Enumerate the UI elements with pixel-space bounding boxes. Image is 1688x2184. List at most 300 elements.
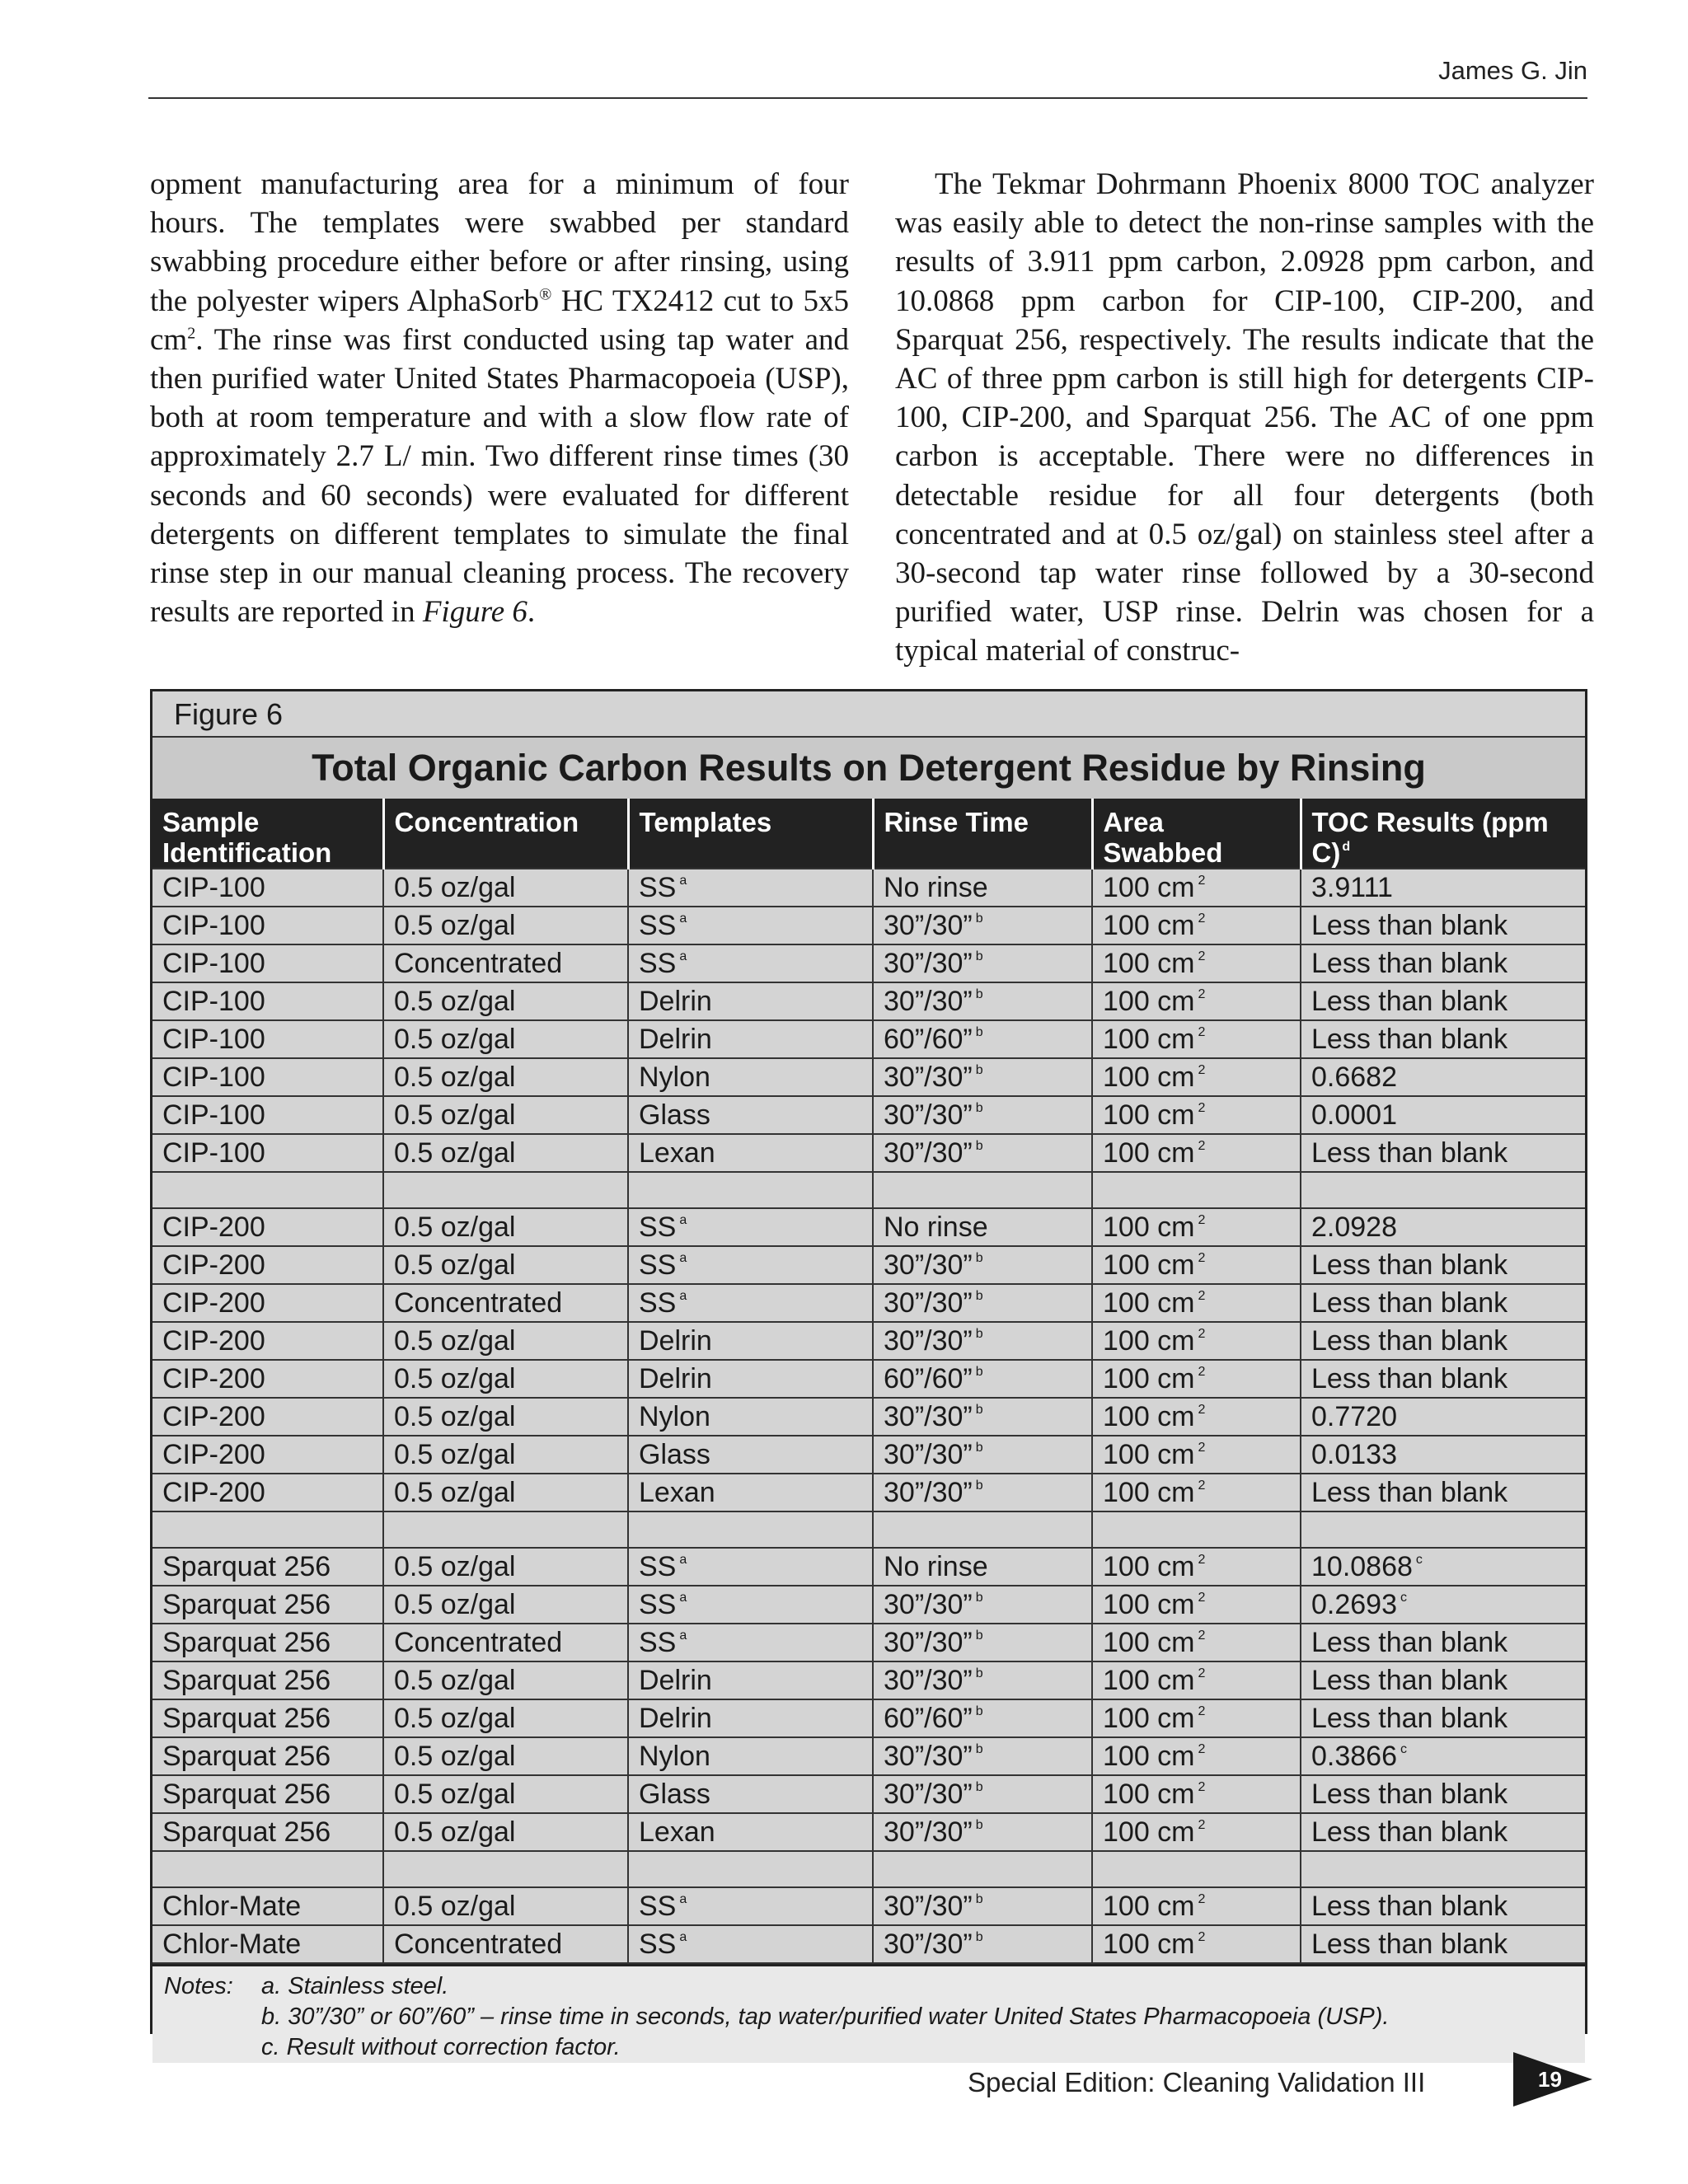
cell-sample-id (152, 1322, 383, 1360)
cell-text: Less than blank (1311, 1363, 1508, 1394)
table-row (152, 1058, 1585, 1096)
left-paragraph (150, 165, 849, 631)
cell-text: 100 cm (1103, 1929, 1195, 1960)
cell-toc-result (1301, 1661, 1585, 1699)
cell-concentration (383, 1020, 628, 1058)
cell-sample-id (152, 1246, 383, 1284)
cell-concentration (383, 1775, 628, 1813)
cell-template (628, 1284, 873, 1322)
cell-text: 10.0868 (1311, 1551, 1413, 1582)
cell-template (628, 1511, 873, 1548)
cell-text: 0.5 oz/gal (394, 910, 516, 941)
cell-toc-result (1301, 1246, 1585, 1284)
cell-superscript: b (975, 1930, 983, 1944)
cell-text: 100 cm (1103, 1551, 1195, 1582)
cell-area-swabbed (1092, 1284, 1301, 1322)
table-row (152, 869, 1585, 907)
cell-rinse-time (873, 1436, 1092, 1474)
cell-text: 30”/30” (884, 986, 973, 1017)
cell-sample-id (152, 1511, 383, 1548)
cell-toc-result (1301, 1096, 1585, 1134)
cell-text: 0.5 oz/gal (394, 986, 516, 1017)
cell-toc-result (1301, 982, 1585, 1020)
cell-toc-result (1301, 1058, 1585, 1096)
cell-text: 100 cm (1103, 1287, 1195, 1319)
cell-superscript: b (975, 949, 983, 963)
cell-superscript: a (679, 949, 687, 963)
cell-text: CIP-100 (162, 1062, 265, 1093)
cell-area-swabbed (1092, 1548, 1301, 1586)
cell-toc-result (1301, 1436, 1585, 1474)
cell-text: SS (639, 1627, 677, 1658)
cell-text: 0.5 oz/gal (394, 1477, 516, 1508)
cell-text: 0.5 oz/gal (394, 1363, 516, 1394)
cell-superscript: b (975, 1025, 983, 1039)
cell-concentration (383, 1246, 628, 1284)
cell-template (628, 1775, 873, 1813)
cell-text: 30”/30” (884, 910, 973, 941)
cell-superscript: b (975, 1101, 983, 1115)
cell-toc-result (1301, 1172, 1585, 1208)
toc-results-table (152, 799, 1585, 1964)
cell-text: 60”/60” (884, 1703, 973, 1734)
cell-superscript: 2 (1198, 1818, 1206, 1832)
cell-template (628, 1925, 873, 1963)
table-header-row (152, 799, 1585, 869)
cell-area-swabbed (1092, 1624, 1301, 1661)
cell-text: Less than blank (1311, 1477, 1508, 1508)
cell-rinse-time (873, 1586, 1092, 1624)
cell-concentration (383, 1925, 628, 1963)
cell-concentration (383, 1436, 628, 1474)
cell-text: 0.5 oz/gal (394, 1024, 516, 1055)
running-header-author: James G. Jin (1438, 56, 1587, 85)
cell-text: Less than blank (1311, 1024, 1508, 1055)
cell-text: 100 cm (1103, 1589, 1195, 1620)
cell-template (628, 1020, 873, 1058)
table-row (152, 1284, 1585, 1322)
cell-concentration (383, 1360, 628, 1398)
cell-rinse-time (873, 1058, 1092, 1096)
cell-superscript: c (1415, 1553, 1423, 1567)
cell-rinse-time (873, 1699, 1092, 1737)
table-row (152, 1322, 1585, 1360)
cell-text: Delrin (639, 1363, 712, 1394)
cell-superscript: b (975, 1704, 983, 1718)
cell-superscript: 2 (1198, 874, 1206, 888)
cell-concentration (383, 1737, 628, 1775)
cell-text: 0.5 oz/gal (394, 1665, 516, 1696)
cell-rinse-time (873, 1548, 1092, 1586)
cell-text: Lexan (639, 1816, 715, 1848)
cell-superscript: b (975, 1063, 983, 1077)
note-b: b. 30”/30” or 60”/60” – rinse time in seconds, tap water/purified water United States Pharmacopoeia (USP). (261, 2004, 1390, 2030)
table-row (152, 1851, 1585, 1887)
cell-text: CIP-100 (162, 1024, 265, 1055)
cell-concentration (383, 1474, 628, 1511)
cell-rinse-time (873, 982, 1092, 1020)
cell-text: 0.5 oz/gal (394, 1325, 516, 1357)
cell-area-swabbed (1092, 907, 1301, 944)
cell-sample-id (152, 1775, 383, 1813)
cell-text: 30”/30” (884, 1439, 973, 1470)
cell-superscript: 2 (1198, 1063, 1206, 1077)
cell-superscript: b (975, 1742, 983, 1756)
cell-text: 30”/30” (884, 1477, 973, 1508)
cell-sample-id (152, 1058, 383, 1096)
cell-template (628, 1548, 873, 1586)
cell-area-swabbed (1092, 1436, 1301, 1474)
cell-sample-id (152, 1208, 383, 1246)
cell-text: 100 cm (1103, 1779, 1195, 1810)
table-notes (152, 1964, 1585, 2063)
cell-template (628, 907, 873, 944)
cell-rinse-time (873, 1172, 1092, 1208)
cell-text: SS (639, 1589, 677, 1620)
cell-text: Concentrated (394, 1287, 563, 1319)
cell-text: 0.5 oz/gal (394, 1439, 516, 1470)
cell-template (628, 1172, 873, 1208)
cell-text: 0.2693 (1311, 1589, 1397, 1620)
table-row (152, 1624, 1585, 1661)
cell-rinse-time (873, 1737, 1092, 1775)
cell-superscript: a (679, 1213, 687, 1227)
cell-text: Delrin (639, 1703, 712, 1734)
cell-superscript: b (975, 1327, 983, 1341)
cell-area-swabbed (1092, 1020, 1301, 1058)
table-row (152, 1436, 1585, 1474)
cell-superscript: a (679, 1289, 687, 1303)
cell-concentration (383, 944, 628, 982)
cell-text: 0.0001 (1311, 1099, 1397, 1131)
cell-rinse-time (873, 1208, 1092, 1246)
cell-sample-id (152, 1284, 383, 1322)
cell-area-swabbed (1092, 944, 1301, 982)
cell-concentration (383, 1624, 628, 1661)
cell-superscript: 2 (1198, 1289, 1206, 1303)
cell-toc-result (1301, 1699, 1585, 1737)
cell-text: 100 cm (1103, 872, 1195, 903)
cell-text: Glass (639, 1099, 710, 1131)
header-toc-results (1301, 799, 1585, 869)
cell-text: Delrin (639, 1024, 712, 1055)
left-text-column (150, 165, 849, 631)
cell-superscript: b (975, 1780, 983, 1794)
cell-rinse-time (873, 1322, 1092, 1360)
cell-text: Chlor-Mate (162, 1929, 302, 1960)
cell-superscript: a (679, 874, 687, 888)
cell-superscript: b (975, 1892, 983, 1906)
cell-text: Concentrated (394, 948, 563, 979)
cell-text: No rinse (884, 1551, 988, 1582)
cell-text: 100 cm (1103, 1212, 1195, 1243)
cell-superscript: c (1400, 1742, 1407, 1756)
cell-concentration (383, 1284, 628, 1322)
header-toc-label: TOC Results (ppm C) (1311, 807, 1549, 868)
cell-text: 0.0133 (1311, 1439, 1397, 1470)
table-row (152, 1208, 1585, 1246)
cell-concentration (383, 1398, 628, 1436)
cell-text: 100 cm (1103, 1665, 1195, 1696)
cell-text: 100 cm (1103, 1741, 1195, 1772)
cell-sample-id (152, 1134, 383, 1172)
cell-sample-id (152, 1020, 383, 1058)
cell-template (628, 1851, 873, 1887)
cell-rinse-time (873, 1360, 1092, 1398)
cell-area-swabbed (1092, 1246, 1301, 1284)
cell-area-swabbed (1092, 1474, 1301, 1511)
cell-text: 30”/30” (884, 1137, 973, 1169)
cell-text: 100 cm (1103, 1325, 1195, 1357)
cell-toc-result (1301, 1851, 1585, 1887)
header-templates: Templates (628, 799, 873, 869)
cell-text: CIP-100 (162, 948, 265, 979)
cell-text: SS (639, 948, 677, 979)
cell-toc-result (1301, 1322, 1585, 1360)
header-sample-identification: Sample Identification (152, 799, 383, 869)
table-row (152, 1172, 1585, 1208)
cell-sample-id (152, 944, 383, 982)
cell-text: 30”/30” (884, 1779, 973, 1810)
cell-superscript: a (679, 1553, 687, 1567)
cell-text: 100 cm (1103, 986, 1195, 1017)
cell-text: CIP-100 (162, 1137, 265, 1169)
table-row (152, 1360, 1585, 1398)
cell-text: Lexan (639, 1477, 715, 1508)
cell-text: 100 cm (1103, 1137, 1195, 1169)
right-paragraph: The Tekmar Dohrmann Phoenix 8000 TOC analyzer was easily able to detect the non-rinse samples with the results of 3.911 ppm carbon, 2.0928 ppm carbon, and 10.0868 ppm carbon for CIP-100, CIP-200, and Sparquat 256, respectively. The results indicate that the AC of three ppm carbon is still high for detergents CIP-100, CIP-200, and Sparquat 256. The AC of one ppm carbon is acceptable. There were no differences in detectable residue for all four detergents (both concentrated and at 0.5 oz/gal) on stainless steel after a 30-second tap water rinse followed by a 30-second purified water, USP rinse. Delrin was chosen for a typical material of construc- (895, 167, 1594, 668)
table-row (152, 1398, 1585, 1436)
cell-text: 100 cm (1103, 1816, 1195, 1848)
cell-superscript: a (679, 1892, 687, 1906)
cell-template (628, 944, 873, 982)
cell-text: CIP-200 (162, 1287, 265, 1319)
cell-superscript: b (975, 1251, 983, 1265)
table-row (152, 944, 1585, 982)
cell-superscript: 2 (1198, 1251, 1206, 1265)
cell-text: 0.5 oz/gal (394, 1551, 516, 1582)
cell-text: 30”/30” (884, 1062, 973, 1093)
cell-rinse-time (873, 1398, 1092, 1436)
cell-text: Nylon (639, 1401, 710, 1432)
cell-text: 0.3866 (1311, 1741, 1397, 1772)
cell-superscript: b (975, 1139, 983, 1153)
cell-toc-result (1301, 1887, 1585, 1925)
cell-toc-result (1301, 1548, 1585, 1586)
cell-text: 0.5 oz/gal (394, 1212, 516, 1243)
cell-text: Less than blank (1311, 1137, 1508, 1169)
cell-area-swabbed (1092, 1699, 1301, 1737)
cell-text: Delrin (639, 986, 712, 1017)
table-row (152, 1775, 1585, 1813)
table-row (152, 1096, 1585, 1134)
cell-toc-result (1301, 1511, 1585, 1548)
cell-rinse-time (873, 1925, 1092, 1963)
cell-superscript: b (975, 1403, 983, 1417)
notes-label: Notes: (164, 1973, 233, 1999)
cell-text: Nylon (639, 1741, 710, 1772)
table-row (152, 1474, 1585, 1511)
note-c: c. Result without correction factor. (261, 2034, 621, 2060)
cell-sample-id (152, 1737, 383, 1775)
cell-rinse-time (873, 1020, 1092, 1058)
cell-text: Less than blank (1311, 1929, 1508, 1960)
cell-text: Sparquat 256 (162, 1703, 331, 1734)
cell-area-swabbed (1092, 1134, 1301, 1172)
cell-area-swabbed (1092, 1813, 1301, 1851)
cell-toc-result (1301, 1925, 1585, 1963)
cell-concentration (383, 1511, 628, 1548)
cell-area-swabbed (1092, 1661, 1301, 1699)
cell-superscript: 2 (1198, 987, 1206, 1001)
cell-text: 30”/30” (884, 1741, 973, 1772)
cell-superscript: a (679, 912, 687, 926)
cell-sample-id (152, 1398, 383, 1436)
notes-lines (261, 1971, 1573, 2063)
cell-template (628, 1813, 873, 1851)
cell-sample-id (152, 1360, 383, 1398)
cell-rinse-time (873, 1474, 1092, 1511)
cell-area-swabbed (1092, 1737, 1301, 1775)
cell-superscript: c (1400, 1591, 1407, 1605)
cell-text: SS (639, 1287, 677, 1319)
cell-toc-result (1301, 1737, 1585, 1775)
left-text-a: opment manufacturing area for a minimum of four hours. The templates were swabbed per standard swabbing procedure either before or after rinsing, using the polyester wipers AlphaSorb (150, 167, 849, 318)
cell-superscript: b (975, 1629, 983, 1643)
cell-sample-id (152, 869, 383, 907)
cell-template (628, 1058, 873, 1096)
header-rinse-time: Rinse Time (873, 799, 1092, 869)
cell-text: SS (639, 1212, 677, 1243)
cell-text: 30”/30” (884, 1627, 973, 1658)
cell-concentration (383, 1661, 628, 1699)
cell-superscript: 2 (1198, 1441, 1206, 1455)
cell-area-swabbed (1092, 982, 1301, 1020)
cell-superscript: 2 (1198, 1101, 1206, 1115)
cell-template (628, 1737, 873, 1775)
note-a: a. Stainless steel. (261, 1973, 449, 1999)
cell-text: CIP-100 (162, 910, 265, 941)
cell-rinse-time (873, 1624, 1092, 1661)
cell-superscript: 2 (1198, 1365, 1206, 1379)
footer-publication: Special Edition: Cleaning Validation III (968, 2067, 1426, 2097)
cell-text: Nylon (639, 1062, 710, 1093)
page-number-arrow-icon (1513, 2052, 1592, 2107)
cell-rinse-time (873, 1813, 1092, 1851)
cell-rinse-time (873, 1887, 1092, 1925)
cell-text: SS (639, 872, 677, 903)
cell-concentration (383, 1813, 628, 1851)
left-text-c: . The rinse was first conducted using tap water and then purified water United States Pharmacopoeia (USP), both at room temperature and with a slow flow rate of approximately 2.7 L/ min. Two different rinse times (30 seconds and 60 seconds) were evaluated for different detergents on different templates to simulate the final rinse step in our manual cleaning process. The recovery results are reported in (150, 322, 849, 630)
cell-text: Sparquat 256 (162, 1589, 331, 1620)
cell-text: 100 cm (1103, 1703, 1195, 1734)
cell-text: 0.5 oz/gal (394, 1062, 516, 1093)
cell-text: 0.5 oz/gal (394, 1249, 516, 1281)
cell-area-swabbed (1092, 1586, 1301, 1624)
cell-text: 30”/30” (884, 1401, 973, 1432)
cell-template (628, 1360, 873, 1398)
cell-template (628, 1096, 873, 1134)
cell-text: Delrin (639, 1325, 712, 1357)
cell-text: 30”/30” (884, 948, 973, 979)
cell-superscript: a (679, 1591, 687, 1605)
cell-rinse-time (873, 907, 1092, 944)
table-row (152, 1737, 1585, 1775)
cell-template (628, 1246, 873, 1284)
cell-text: 0.5 oz/gal (394, 1401, 516, 1432)
cell-rinse-time (873, 1246, 1092, 1284)
cell-superscript: b (975, 987, 983, 1001)
cell-text: 0.5 oz/gal (394, 1099, 516, 1131)
cell-superscript: 2 (1198, 1742, 1206, 1756)
cell-text: 60”/60” (884, 1024, 973, 1055)
header-area-swabbed: Area Swabbed (1092, 799, 1301, 869)
cell-text: SS (639, 1249, 677, 1281)
cell-sample-id (152, 907, 383, 944)
cell-text: 100 cm (1103, 1363, 1195, 1394)
table-row (152, 1020, 1585, 1058)
table-row (152, 1699, 1585, 1737)
header-footnote-d: d (1342, 840, 1351, 854)
cell-concentration (383, 1096, 628, 1134)
cell-text: Concentrated (394, 1627, 563, 1658)
cell-toc-result (1301, 1398, 1585, 1436)
cell-superscript: 2 (1198, 1629, 1206, 1643)
cell-superscript: 2 (1198, 1479, 1206, 1493)
cell-text: 60”/60” (884, 1363, 973, 1394)
cell-text: 100 cm (1103, 1024, 1195, 1055)
left-text-end: . (527, 595, 536, 630)
cell-text: CIP-200 (162, 1363, 265, 1394)
cell-sample-id (152, 1624, 383, 1661)
cell-superscript: 2 (1198, 1213, 1206, 1227)
cell-text: 0.5 oz/gal (394, 1589, 516, 1620)
cell-superscript: a (679, 1930, 687, 1944)
cell-sample-id (152, 1436, 383, 1474)
cell-rinse-time (873, 869, 1092, 907)
cell-superscript: b (975, 912, 983, 926)
cell-concentration (383, 907, 628, 944)
cell-text: 0.5 oz/gal (394, 872, 516, 903)
cell-text: CIP-200 (162, 1477, 265, 1508)
cell-sample-id (152, 1699, 383, 1737)
cell-template (628, 1661, 873, 1699)
cell-text: Less than blank (1311, 910, 1508, 941)
cell-text: Sparquat 256 (162, 1551, 331, 1582)
cell-text: 100 cm (1103, 1062, 1195, 1093)
page-number: 19 (1538, 2067, 1562, 2092)
cell-text: CIP-100 (162, 872, 265, 903)
cell-text: 30”/30” (884, 1325, 973, 1357)
cell-area-swabbed (1092, 1775, 1301, 1813)
cell-area-swabbed (1092, 1360, 1301, 1398)
cell-text: Delrin (639, 1665, 712, 1696)
cell-text: 100 cm (1103, 948, 1195, 979)
cell-text: Sparquat 256 (162, 1741, 331, 1772)
squared-superscript: 2 (187, 324, 196, 343)
cell-text: CIP-200 (162, 1249, 265, 1281)
cell-sample-id (152, 982, 383, 1020)
cell-toc-result (1301, 1360, 1585, 1398)
cell-concentration (383, 1208, 628, 1246)
cell-superscript: 2 (1198, 1930, 1206, 1944)
cell-rinse-time (873, 944, 1092, 982)
cell-text: 30”/30” (884, 1287, 973, 1319)
table-row (152, 982, 1585, 1020)
table-row (152, 1548, 1585, 1586)
cell-rinse-time (873, 1661, 1092, 1699)
cell-text: Less than blank (1311, 1779, 1508, 1810)
